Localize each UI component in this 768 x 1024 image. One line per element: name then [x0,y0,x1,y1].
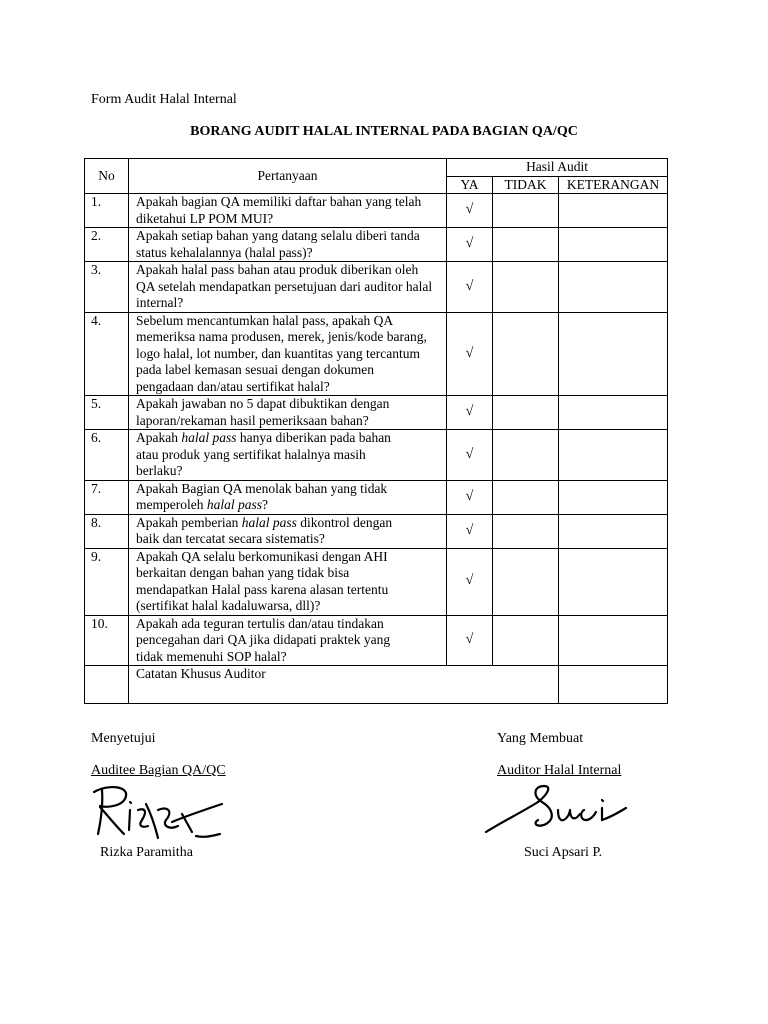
notes-empty-cell [559,666,668,704]
keterangan-cell [559,228,668,262]
header-keterangan: KETERANGAN [559,176,668,194]
question-text: hanya diberikan pada bahan [236,430,391,445]
question-text: dikontrol dengan [296,514,393,530]
audit-table [84,158,668,704]
question-line [136,497,444,514]
question-line: Apakah jawaban no 5 dapat dibuktikan dengan [136,396,390,411]
tidak-cell [493,615,559,666]
row-number: 7. [85,480,129,514]
table-row [85,430,668,481]
table-row [85,194,668,228]
approval-label: Menyetujui [91,731,156,746]
question-cell [129,312,447,396]
tidak-cell [493,228,559,262]
question-cell [129,615,447,666]
tidak-cell [493,312,559,396]
question-line [136,515,444,532]
question-emphasis: halal pass [206,497,262,512]
question-line: berlaku? [136,463,183,478]
question-text: Apakah pemberian [136,514,242,530]
row-number: 1. [85,194,129,228]
header-question: Pertanyaan [129,159,447,194]
maker-label: Yang Membuat [497,731,584,746]
document-title: BORANG AUDIT HALAL INTERNAL PADA BAGIAN QA/QC [190,124,578,139]
question-line: Apakah bagian QA memiliki daftar bahan yang telah [136,194,422,209]
question-line: Sebelum mencantumkan halal pass, apakah QA [136,312,394,328]
question-line: status kehalalannya (halal pass)? [136,244,313,260]
auditor-name: Suci Apsari P. [524,845,603,860]
check-mark: √ [447,615,493,666]
keterangan-cell [559,262,668,313]
row-number: 5. [85,396,129,430]
tidak-cell [493,548,559,615]
question-line: pada label kemasan sesuai dengan dokumen [136,362,375,377]
table-row [85,548,668,615]
question-line: atau produk yang sertifikat halalnya masih [136,446,366,462]
question-text: Apakah [136,430,182,445]
question-text: ? [262,497,268,512]
header-ya: YA [447,176,493,194]
table-row [85,262,668,313]
table-row [85,228,668,262]
question-cell [129,548,447,615]
question-cell [129,228,447,262]
question-line: Apakah halal pass bahan atau produk diberikan oleh [136,262,419,277]
auditor-signature [482,782,632,837]
auditor-role: Auditor Halal Internal [497,763,622,778]
question-emphasis: halal pass [181,430,237,445]
question-line: (sertifikat halal kadaluwarsa, dll)? [136,598,321,613]
keterangan-cell [559,514,668,548]
notes-row [85,666,668,704]
keterangan-cell [559,548,668,615]
question-cell [129,514,447,548]
row-number: 4. [85,312,129,396]
check-mark: √ [447,480,493,514]
tidak-cell [493,396,559,430]
row-number: 6. [85,430,129,481]
tidak-cell [493,430,559,481]
tidak-cell [493,480,559,514]
question-line: pencegahan dari QA jika didapati praktek yang [136,632,391,647]
tidak-cell [493,194,559,228]
row-number: 8. [85,514,129,548]
question-line: logo halal, lot number, dan kuantitas yang tercantum [136,345,421,361]
question-cell [129,430,447,481]
check-mark: √ [447,228,493,262]
question-cell [129,194,447,228]
table-row [85,312,668,396]
keterangan-cell [559,615,668,666]
table-row [85,514,668,548]
row-number: 10. [85,615,129,666]
auditee-name: Rizka Paramitha [100,845,193,860]
check-mark: √ [447,548,493,615]
table-row [85,396,668,430]
notes-empty-cell [85,666,129,704]
question-line: berkaitan dengan bahan yang tidak bisa [136,565,350,580]
question-cell [129,480,447,514]
check-mark: √ [447,194,493,228]
auditee-role: Auditee Bagian QA/QC [91,763,226,778]
check-mark: √ [447,514,493,548]
header-no: No [85,159,129,194]
table-row [85,480,668,514]
check-mark: √ [447,396,493,430]
question-line: pengadaan dan/atau sertifikat halal? [136,378,330,394]
keterangan-cell [559,396,668,430]
question-line: laporan/rekaman hasil pemeriksaan bahan? [136,412,369,428]
row-number: 2. [85,228,129,262]
question-emphasis: halal pass [241,514,297,530]
question-line: diketahui LP POM MUI? [136,210,274,226]
question-line: internal? [136,295,184,310]
question-cell [129,396,447,430]
question-line: tidak memenuhi SOP halal? [136,648,287,664]
header-result-group: Hasil Audit [447,159,668,177]
question-line: Apakah Bagian QA menolak bahan yang tidak [136,480,388,496]
keterangan-cell [559,312,668,396]
row-number: 9. [85,548,129,615]
auditee-signature [86,780,226,845]
question-line: Apakah setiap bahan yang datang selalu diberi tanda [136,228,420,243]
question-line: Apakah ada teguran tertulis dan/atau tindakan [136,615,384,631]
keterangan-cell [559,430,668,481]
question-line: QA setelah mendapatkan persetujuan dari auditor halal [136,278,433,294]
auditor-notes-label: Catatan Khusus Auditor [129,666,559,704]
check-mark: √ [447,430,493,481]
question-line: Apakah QA selalu berkomunikasi dengan AHI [136,548,388,564]
keterangan-cell [559,480,668,514]
row-number: 3. [85,262,129,313]
check-mark: √ [447,262,493,313]
tidak-cell [493,514,559,548]
question-cell [129,262,447,313]
question-text: memperoleh [136,497,207,512]
question-line [136,430,444,447]
tidak-cell [493,262,559,313]
check-mark: √ [447,312,493,396]
question-line: baik dan tercatat secara sistematis? [136,531,325,546]
header-tidak: TIDAK [493,176,559,194]
form-label: Form Audit Halal Internal [91,92,237,107]
keterangan-cell [559,194,668,228]
question-line: mendapatkan Halal pass karena alasan tertentu [136,581,389,597]
question-line: memeriksa nama produsen, merek, jenis/kode barang, [136,329,427,344]
table-row [85,615,668,666]
